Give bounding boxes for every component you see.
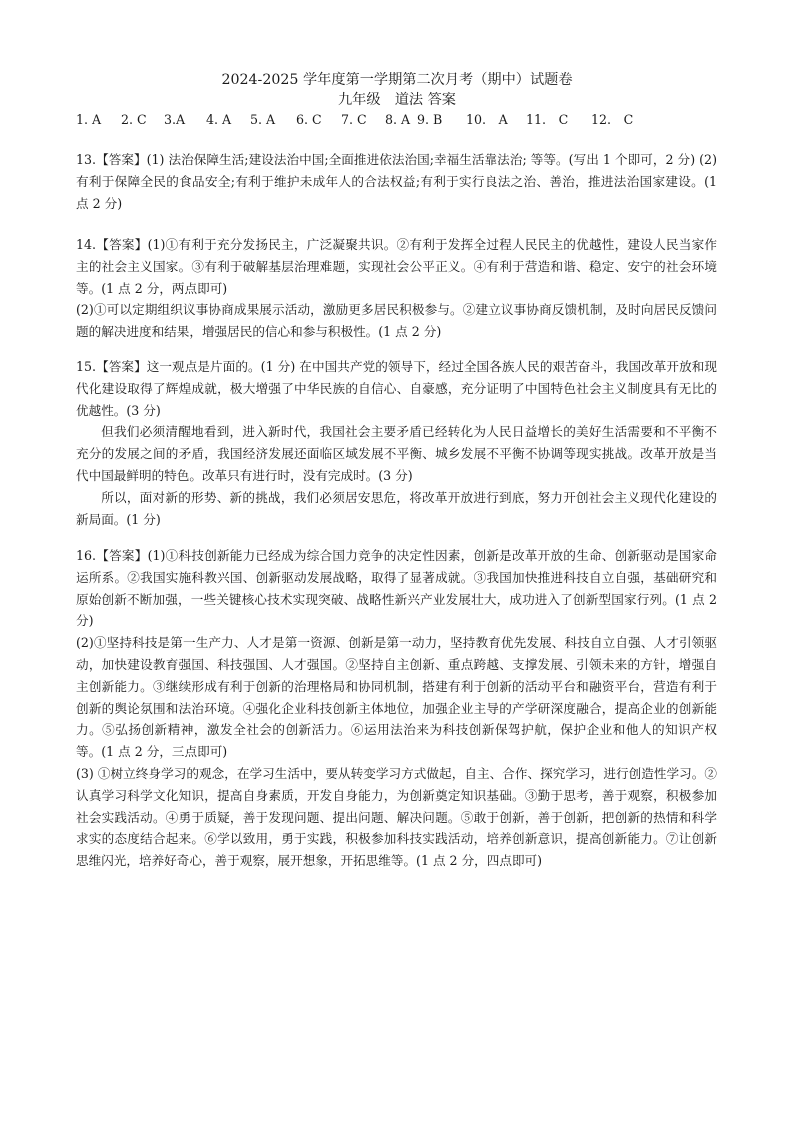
q13-text: 13.【答案】(1) 法治保障生活;建设法治中国;全面推进依法治国;幸福生活靠法治; 等等。(写出 1 个即可，2 分) (2) 有利于保障全民的食品安全;有利于维护未成年人的合法权益;有利于实行良法之治、善治，推进法治国家建设。(1 点 2 分)	[76, 152, 717, 211]
mc-answer: 6. C	[296, 112, 322, 127]
question-15-answer	[76, 356, 717, 530]
mc-answer: 12. C	[591, 112, 634, 127]
mc-answer: 2. C	[121, 112, 147, 127]
multiple-choice-answers	[76, 110, 756, 130]
question-14-answer	[76, 234, 717, 343]
q15-paragraph-1: 15.【答案】这一观点是片面的。(1 分) 在中国共产党的领导下，经过全国各族人民的艰苦奋斗，我国改革开放和现代化建设取得了辉煌成就，极大增强了中华民族的自信心、自豪感，充分证明了中国特色社会主义制度具有无比的优越性。(3 分)	[76, 359, 717, 418]
mc-answer: 3.A	[164, 112, 186, 127]
q16-part-3: (3) ①树立终身学习的观念，在学习生活中，要从转变学习方式做起，自主、合作、探究学习，进行创造性学习。②认真学习科学文化知识，提高自身素质，开发自身能力，为创新奠定知识基础。③勤于思考，善于观察，积极参加社会实践活动。④勇于质疑，善于发现问题、提出问题、解决问题。⑤敢于创新，善于创新，把创新的热情和科学求实的态度结合起来。⑥学以致用，勇于实践，积极参加科技实践活动，培养创新意识，提高创新能力。⑦让创新思维闪光，培养好奇心，善于观察，展开想象，开拓思维等。(1 点 2 分，四点即可)	[76, 765, 717, 869]
mc-answer: 1. A	[76, 112, 102, 127]
mc-answer: 5. A	[250, 112, 276, 127]
page-subtitle: 九年级 道法 答案	[337, 92, 456, 108]
question-13-answer	[76, 149, 717, 214]
q14-part-2: (2)①可以定期组织议事协商成果展示活动，激励更多居民积极参与。②建立议事协商反馈机制，及时向居民反馈问题的解决进度和结果，增强居民的信心和参与积极性。(1 点 2 分)	[76, 302, 717, 340]
q16-part-2: (2)①坚持科技是第一生产力、人才是第一资源、创新是第一动力，坚持教育优先发展、科技自立自强、人才引领驱动，加快建设教育强国、科技强国、人才强国。②坚持自主创新、重点跨越、支撑发展、引领未来的方针，增强自主创新能力。③继续形成有利于创新的治理格局和协同机制，搭建有利于创新的活动平台和融资平台，营造有利于创新的舆论氛围和法治环境。④强化企业科技创新主体地位，加强企业主导的产学研深度融合，提高企业的创新能力。⑤弘扬创新精神，激发全社会的创新活力。⑥运用法治来为科技创新保驾护航，保护企业和他人的知识产权等。(1 点 2 分，三点即可)	[76, 635, 717, 760]
mc-answer: 8. A	[385, 112, 411, 127]
q14-part-1: 14.【答案】(1)①有利于充分发扬民主，广泛凝聚共识。②有利于发挥全过程人民民主的优越性，建设人民当家作主的社会主义国家。③有利于破解基层治理难题，实现社会公平正义。④有利于营造和谐、稳定、安宁的社会环境等。(1 点 2 分，两点即可)	[76, 237, 717, 296]
mc-answer: 7. C	[341, 112, 367, 127]
mc-answer: 9. B	[417, 112, 443, 127]
page-title: 2024-2025 学年度第一学期第二次月考（期中）试题卷	[221, 72, 573, 88]
mc-answer: 11. C	[526, 112, 569, 127]
question-16-answer	[76, 545, 717, 872]
q15-paragraph-2: 但我们必须清醒地看到，进入新时代，我国社会主要矛盾已经转化为人民日益增长的美好生活需要和不平衡不充分的发展之间的矛盾，我国经济发展还面临区域发展不平衡、城乡发展不平衡不协调等现实挑战。改革开放是当代中国最鲜明的特色。改革只有进行时，没有完成时。(3 分)	[76, 424, 717, 483]
q16-part-1: 16.【答案】(1)①科技创新能力已经成为综合国力竞争的决定性因素，创新是改革开放的生命、创新驱动是国家命运所系。②我国实施科教兴国、创新驱动发展战略，取得了显著成就。③我国加快推进科技自立自强，基础研究和原始创新不断加强，一些关键核心技术实现突破、战略性新兴产业发展壮大，成功进入了创新型国家行列。(1 点 2 分)	[76, 548, 717, 629]
q15-paragraph-3: 所以，面对新的形势、新的挑战，我们必须居安思危，将改革开放进行到底，努力开创社会主义现代化建设的新局面。(1 分)	[76, 489, 717, 527]
mc-answer: 10. A	[466, 112, 508, 127]
mc-answer: 4. A	[206, 112, 232, 127]
